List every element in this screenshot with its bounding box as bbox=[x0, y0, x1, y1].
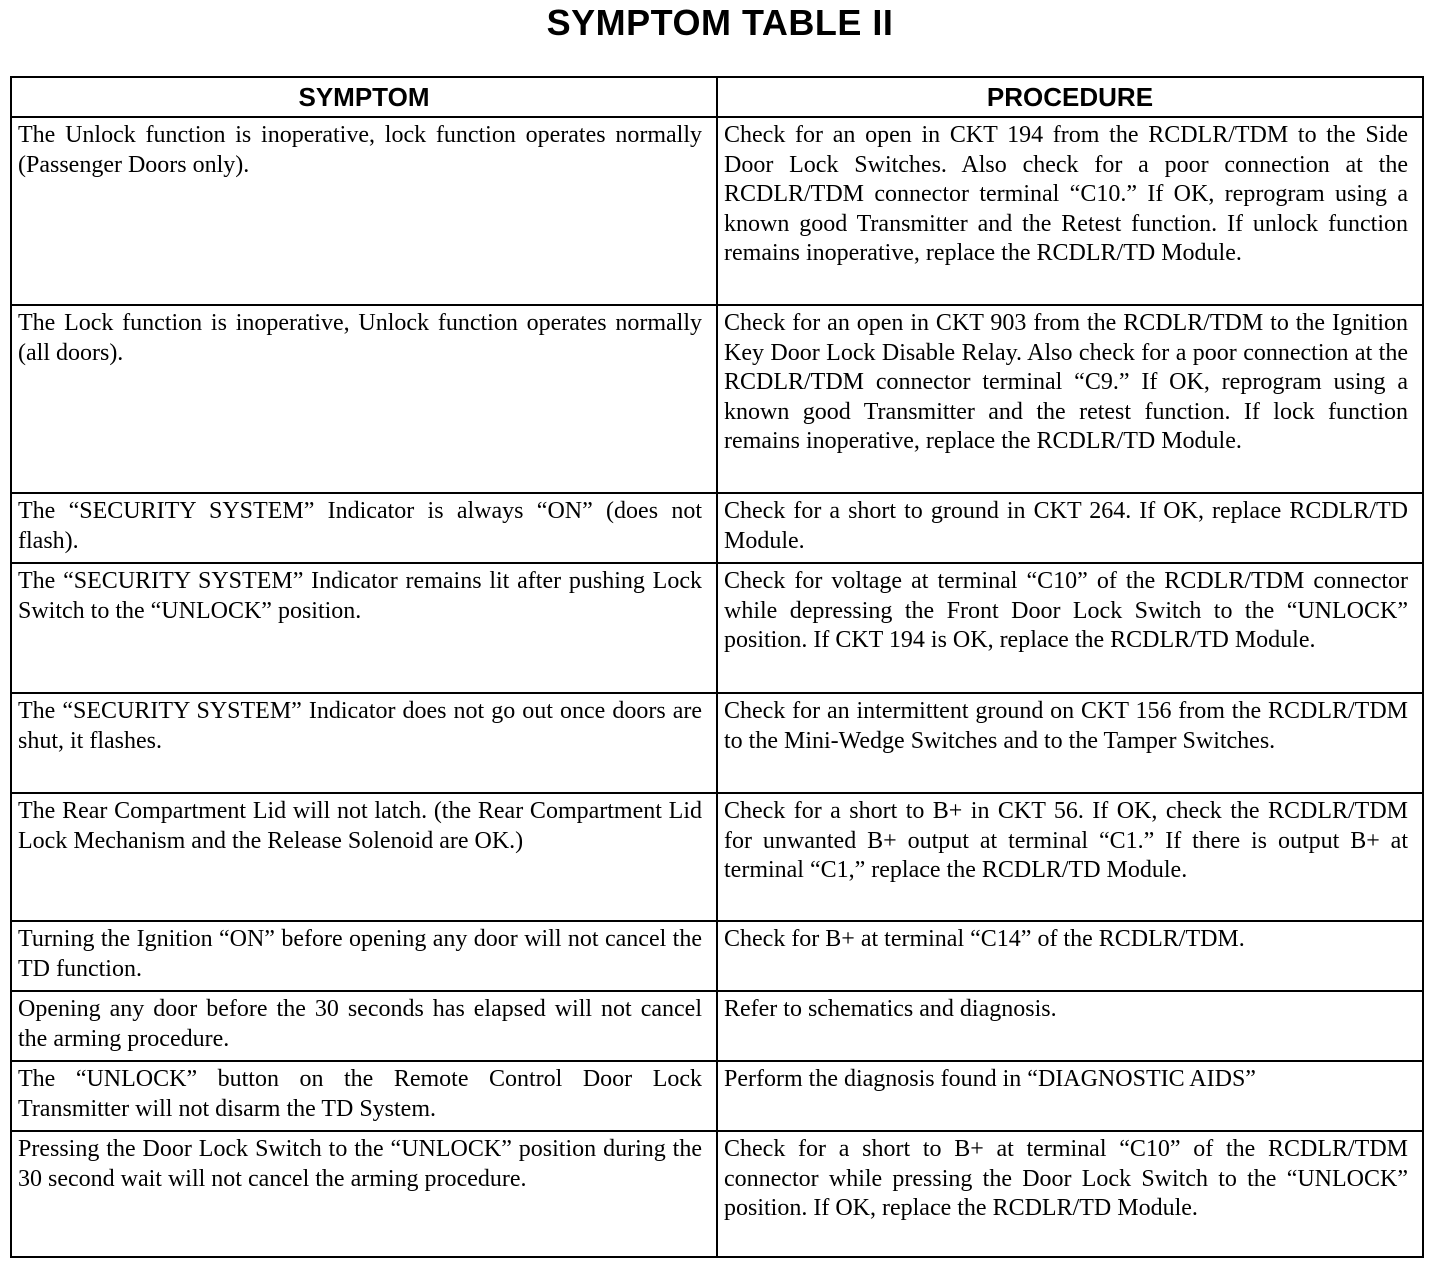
table-row bbox=[11, 921, 1423, 991]
procedure-cell: Check for a short to B+ in CKT 56. If OK, check the RCDLR/TDM for unwanted B+ output at terminal “C1.” If there is output B+ at terminal “C1,” replace the RCDLR/TD Module. bbox=[717, 793, 1423, 921]
procedure-cell: Check for an intermittent ground on CKT 156 from the RCDLR/TDM to the Mini-Wedge Switches and to the Tamper Switches. bbox=[717, 693, 1423, 793]
table-row bbox=[11, 493, 1423, 563]
symptom-cell: Turning the Ignition “ON” before opening any door will not cancel the TD function. bbox=[11, 921, 717, 991]
procedure-cell: Check for an open in CKT 194 from the RCDLR/TDM to the Side Door Lock Switches. Also check for a poor connection at the RCDLR/TDM connector terminal “C10.” If OK, reprogram using a known good Transmitter and the Retest function. If unlock function remains inoperative, replace the RCDLR/TD Module. bbox=[717, 117, 1423, 305]
page-title: SYMPTOM TABLE II bbox=[546, 2, 894, 43]
table-header-row bbox=[11, 77, 1423, 117]
table-row bbox=[11, 563, 1423, 693]
symptom-cell: Pressing the Door Lock Switch to the “UNLOCK” position during the 30 second wait will not cancel the arming procedure. bbox=[11, 1131, 717, 1257]
procedure-cell: Check for B+ at terminal “C14” of the RCDLR/TDM. bbox=[717, 921, 1423, 991]
procedure-cell: Perform the diagnosis found in “DIAGNOSTIC AIDS” bbox=[717, 1061, 1423, 1131]
table-row bbox=[11, 693, 1423, 793]
symptom-cell: The Rear Compartment Lid will not latch. (the Rear Compartment Lid Lock Mechanism and the Release Solenoid are OK.) bbox=[11, 793, 717, 921]
symptom-cell: The Unlock function is inoperative, lock function operates normally (Passenger Doors only). bbox=[11, 117, 717, 305]
procedure-cell: Check for an open in CKT 903 from the RCDLR/TDM to the Ignition Key Door Lock Disable Relay. Also check for a poor connection at the RCDLR/TDM connector terminal “C9.” If OK, reprogram using a known good Transmitter and the retest function. If lock function remains inoperative, replace the RCDLR/TD Module. bbox=[717, 305, 1423, 493]
symptom-cell: Opening any door before the 30 seconds has elapsed will not cancel the arming procedure. bbox=[11, 991, 717, 1061]
symptom-cell: The “SECURITY SYSTEM” Indicator remains lit after pushing Lock Switch to the “UNLOCK” position. bbox=[11, 563, 717, 693]
procedure-cell: Check for a short to B+ at terminal “C10” of the RCDLR/TDM connector while pressing the Door Lock Switch to the “UNLOCK” position. If OK, replace the RCDLR/TD Module. bbox=[717, 1131, 1423, 1257]
procedure-cell: Refer to schematics and diagnosis. bbox=[717, 991, 1423, 1061]
symptom-cell: The “UNLOCK” button on the Remote Control Door Lock Transmitter will not disarm the TD System. bbox=[11, 1061, 717, 1131]
procedure-cell: Check for voltage at terminal “C10” of the RCDLR/TDM connector while depressing the Front Door Lock Switch to the “UNLOCK” position. If CKT 194 is OK, replace the RCDLR/TD Module. bbox=[717, 563, 1423, 693]
symptom-cell: The “SECURITY SYSTEM” Indicator is always “ON” (does not flash). bbox=[11, 493, 717, 563]
table-row bbox=[11, 305, 1423, 493]
table-row bbox=[11, 793, 1423, 921]
table-row bbox=[11, 1061, 1423, 1131]
table-row bbox=[11, 1131, 1423, 1257]
procedure-cell: Check for a short to ground in CKT 264. If OK, replace RCDLR/TD Module. bbox=[717, 493, 1423, 563]
symptom-table bbox=[10, 76, 1424, 1258]
symptom-cell: The “SECURITY SYSTEM” Indicator does not go out once doors are shut, it flashes. bbox=[11, 693, 717, 793]
procedure-column-header: PROCEDURE bbox=[717, 77, 1423, 117]
table-row bbox=[11, 991, 1423, 1061]
symptom-cell: The Lock function is inoperative, Unlock function operates normally (all doors). bbox=[11, 305, 717, 493]
symptom-column-header: SYMPTOM bbox=[11, 77, 717, 117]
table-row bbox=[11, 117, 1423, 305]
